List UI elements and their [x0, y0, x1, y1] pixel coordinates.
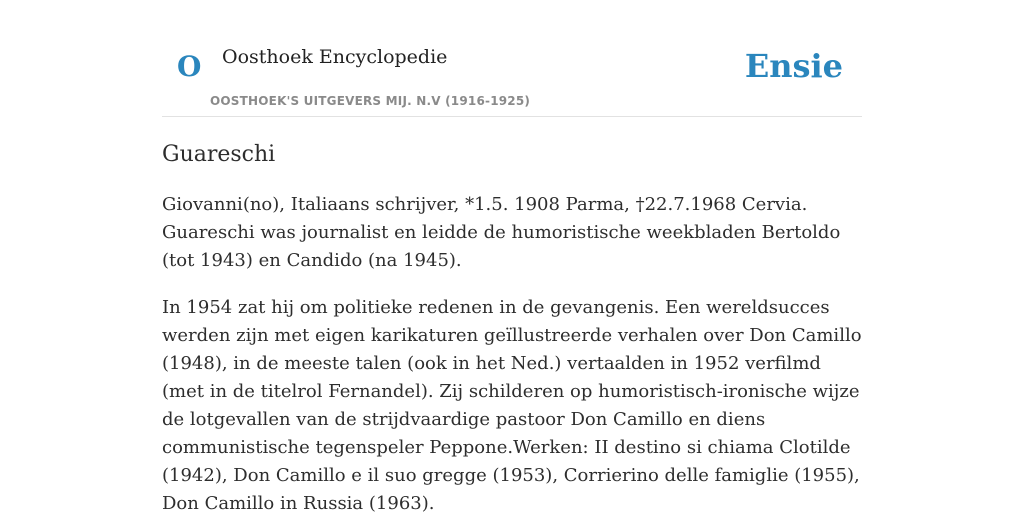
source-title-link[interactable]: Oosthoek Encyclopedie — [222, 46, 448, 68]
article — [162, 138, 862, 518]
article-paragraph-2: In 1954 zat hij om politieke redenen in de gevangenis. Een wereldsucces werden zijn met eigen karikaturen geïllustreerde verhalen over Don Camillo (1948), in de meeste talen (ook in het Ned.) vertaalden in 1952 verfilmd (met in de titelrol Fernandel). Zij schilderen op humoristisch-ironische wijze de lotgevallen van de strijdvaardige pastoor Don Camillo en diens communistische tegenspeler Peppone.Werken: II destino si chiama Clotilde (1942), Don Camillo e il suo gregge (1953), Corrierino delle famiglie (1955), Don Camillo in Russia (1963). — [162, 297, 862, 514]
article-paragraph-1: Giovanni(no), Italiaans schrijver, *1.5. 1908 Parma, †22.7.1968 Cervia. Guareschi was journalist en leidde de humoristische weekbladen Bertoldo (tot 1943) en Candido (na 1945). — [162, 194, 841, 271]
article-title: Guareschi — [162, 142, 276, 167]
ensie-logo[interactable]: Ensie — [744, 47, 843, 85]
source-header — [162, 0, 862, 117]
source-subtitle: OOSTHOEK'S UITGEVERS MIJ. N.V (1916-1925) — [210, 94, 531, 108]
source-logo[interactable]: O — [177, 50, 202, 83]
